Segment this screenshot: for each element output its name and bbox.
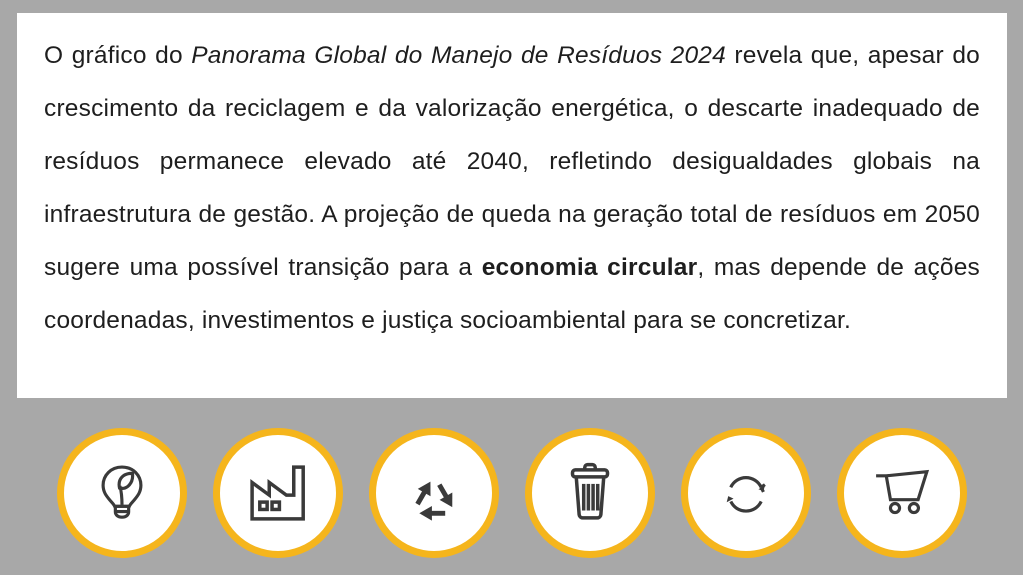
factory-icon bbox=[243, 458, 313, 528]
panel-paragraph: O gráfico do Panorama Global do Manejo de Resíduos 2024 revela que, apesar do crescimento da reciclagem e da valorização energética, o descarte inadequado de resíduos permanece elevado até 2040, refletindo desigualdades globais na infraestrutura de gestão. A projeção de queda na geração total de resíduos em 2050 sugere uma possível transição para a economia circular, mas depende de ações coordenadas, investimentos e justiça socioambiental para se concretizar. bbox=[44, 42, 981, 334]
eco-lightbulb-icon bbox=[87, 458, 157, 528]
trash-can-icon bbox=[555, 458, 625, 528]
text-panel bbox=[17, 13, 1007, 398]
icon-circle-factory bbox=[213, 428, 343, 558]
icon-circle-eco-lightbulb bbox=[57, 428, 187, 558]
icon-circle-recycling bbox=[369, 428, 499, 558]
cycle-arrows-icon bbox=[711, 458, 781, 528]
icon-row bbox=[0, 428, 1023, 558]
shopping-cart-icon bbox=[867, 458, 937, 528]
icon-circle-cycle bbox=[681, 428, 811, 558]
icon-circle-trash bbox=[525, 428, 655, 558]
recycling-icon bbox=[399, 458, 469, 528]
icon-circle-cart bbox=[837, 428, 967, 558]
